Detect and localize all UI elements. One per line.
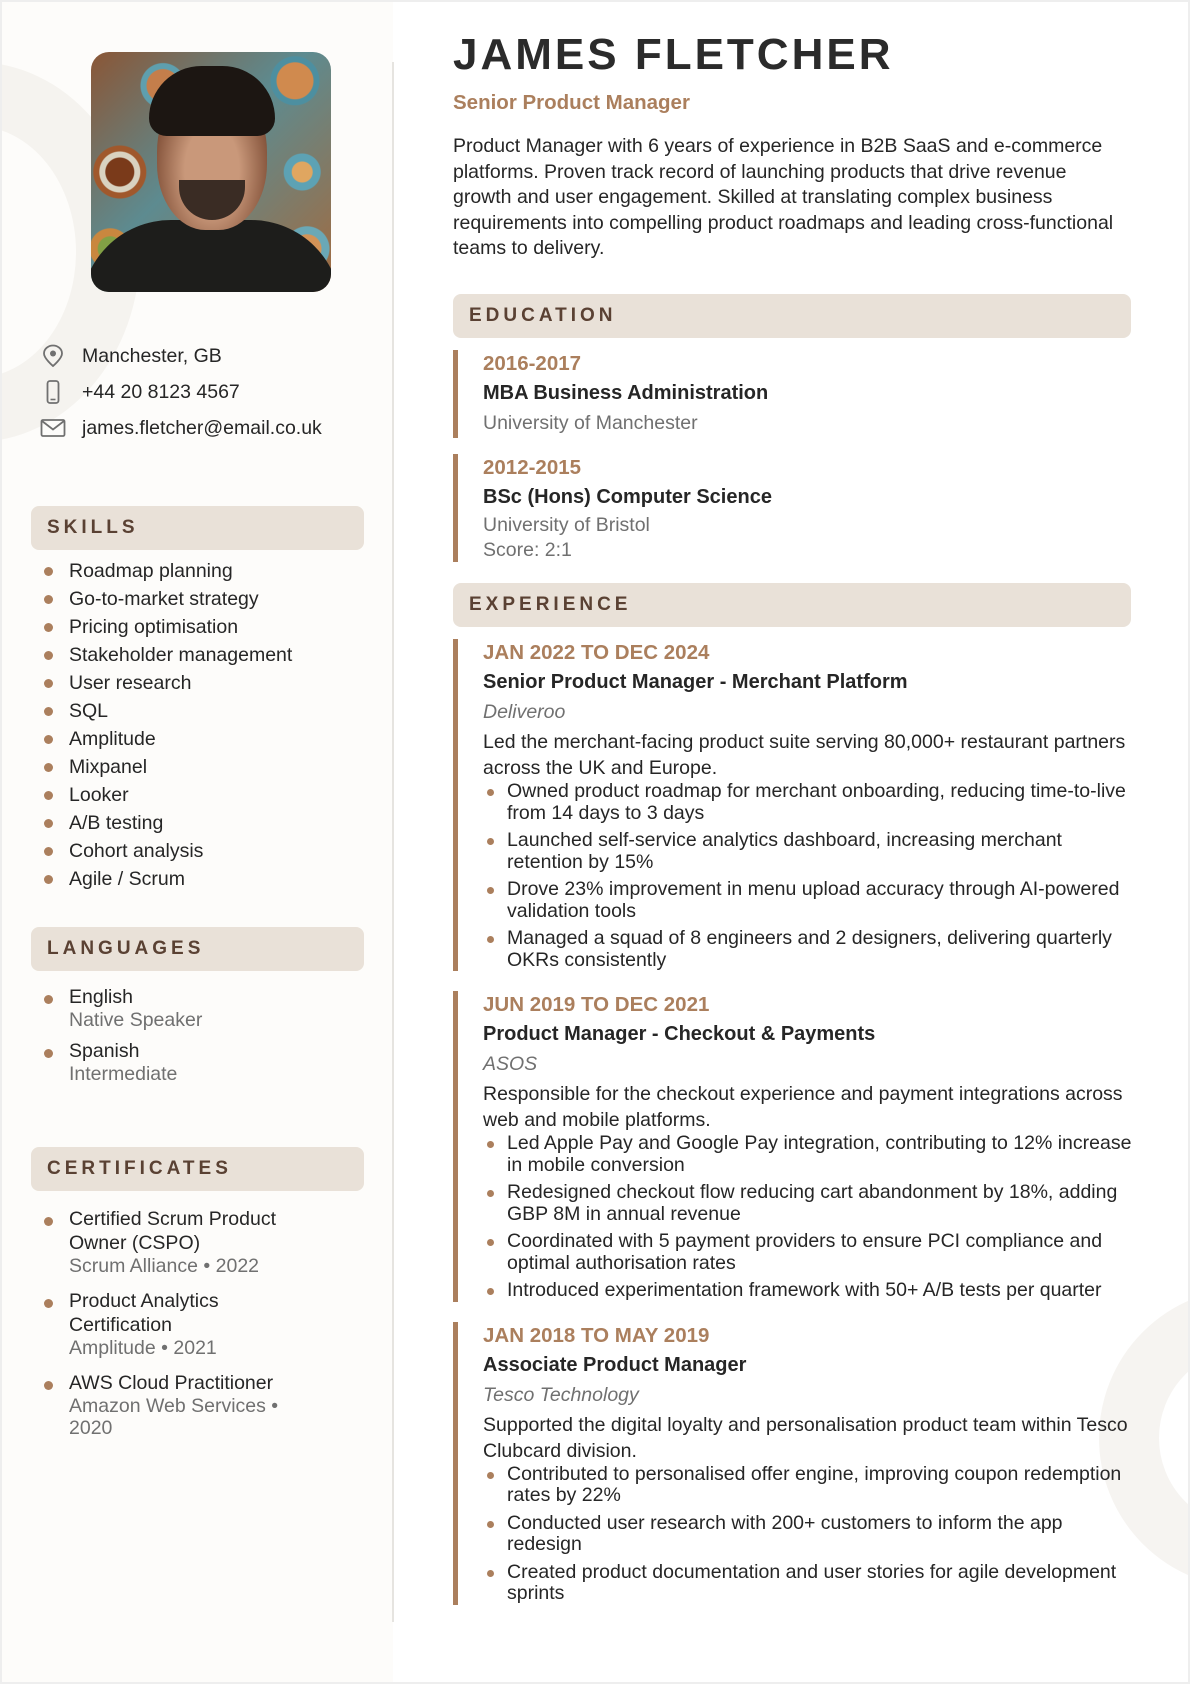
language-name: English	[69, 986, 133, 1008]
mail-icon	[40, 415, 66, 441]
sidebar	[0, 0, 393, 1684]
experience-section	[453, 583, 1133, 1605]
skill-item: Mixpanel	[43, 753, 364, 781]
experience-dates: JAN 2018 TO MAY 2019	[483, 1323, 710, 1347]
education-school: University of Bristol	[483, 514, 650, 536]
achievement-item: Coordinated with 5 payment providers to ensure PCI compliance and optimal authorisation rates	[483, 1231, 1133, 1274]
education-degree: MBA Business Administration	[483, 382, 769, 404]
experience-entry	[453, 991, 1133, 1302]
language-level: Native Speaker	[69, 1009, 203, 1031]
experience-company: ASOS	[483, 1053, 538, 1075]
certificate-meta: Scrum Alliance • 2022	[69, 1255, 260, 1277]
skill-item: Amplitude	[43, 725, 364, 753]
skill-item: Cohort analysis	[43, 837, 364, 865]
education-entry	[453, 350, 1131, 438]
achievement-item: Managed a squad of 8 engineers and 2 designers, delivering quarterly OKRs consistently	[483, 928, 1133, 971]
skills-section	[31, 506, 364, 893]
certificate-name: Certified Scrum Product Owner (CSPO)	[69, 1208, 276, 1254]
languages-heading: LANGUAGES	[31, 927, 364, 971]
experience-description: Responsible for the checkout experience and payment integrations across web and mobile platforms.	[483, 1083, 1123, 1131]
certificate-item	[43, 1289, 283, 1359]
education-dates: 2016-2017	[483, 352, 582, 375]
education-score: Score: 2:1	[483, 539, 572, 561]
experience-bullets	[483, 781, 1133, 971]
languages-section	[31, 927, 364, 1093]
achievement-item: Led Apple Pay and Google Pay integration, contributing to 12% increase in mobile conversion	[483, 1133, 1133, 1176]
skill-item: A/B testing	[43, 809, 364, 837]
phone-text[interactable]: +44 20 8123 4567	[82, 380, 240, 403]
contact-phone[interactable]	[40, 374, 322, 410]
email-link[interactable]: james.fletcher@email.co.uk	[82, 416, 322, 439]
certificate-item	[43, 1371, 318, 1439]
skills-heading: SKILLS	[31, 506, 364, 550]
skills-list	[31, 557, 364, 893]
experience-company: Tesco Technology	[483, 1383, 639, 1406]
phone-icon	[40, 379, 66, 405]
certificate-name: AWS Cloud Practitioner	[69, 1372, 274, 1394]
skill-item: Pricing optimisation	[43, 613, 364, 641]
experience-dates: JAN 2022 TO DEC 2024	[483, 641, 710, 664]
language-name: Spanish	[69, 1040, 140, 1062]
experience-description: Led the merchant-facing product suite serving 80,000+ restaurant partners across the UK and Europe.	[483, 731, 1126, 779]
certificates-section	[31, 1147, 364, 1451]
language-item	[43, 985, 364, 1031]
education-school: University of Manchester	[483, 412, 698, 434]
education-heading: EDUCATION	[453, 294, 1131, 338]
experience-heading: EXPERIENCE	[453, 583, 1131, 627]
experience-company: Deliveroo	[483, 701, 566, 723]
achievement-item: Drove 23% improvement in menu upload accuracy through AI-powered validation tools	[483, 879, 1133, 922]
experience-entry	[453, 639, 1133, 971]
contact-email[interactable]	[40, 410, 322, 446]
education-dates: 2012-2015	[483, 456, 582, 479]
achievement-item: Contributed to personalised offer engine, improving coupon redemption rates by 22%	[483, 1464, 1133, 1507]
experience-role: Associate Product Manager	[483, 1353, 747, 1376]
skill-item: Looker	[43, 781, 364, 809]
experience-bullets	[483, 1133, 1133, 1302]
skill-item: SQL	[43, 697, 364, 725]
certificates-list	[31, 1207, 364, 1439]
location-text: Manchester, GB	[82, 344, 222, 367]
language-item	[43, 1039, 364, 1085]
profile-summary: Product Manager with 6 years of experience in B2B SaaS and e-commerce platforms. Proven track record of launching products that drive revenue growth and user engagement. Skilled at translating complex business requirements into compelling product roadmaps and leading cross-functional teams to delivery.	[453, 135, 1114, 260]
experience-entry	[453, 1322, 1133, 1605]
achievement-item: Conducted user research with 200+ customers to inform the app redesign	[483, 1513, 1133, 1556]
certificate-name: Product Analytics Certification	[69, 1290, 219, 1336]
achievement-item: Launched self-service analytics dashboard, increasing merchant retention by 15%	[483, 830, 1133, 873]
skill-item: Go-to-market strategy	[43, 585, 364, 613]
education-degree: BSc (Hons) Computer Science	[483, 486, 772, 508]
experience-dates: JUN 2019 TO DEC 2021	[483, 993, 710, 1016]
experience-description: Supported the digital loyalty and personalisation product team within Tesco Clubcard division.	[483, 1413, 1128, 1462]
achievement-item: Created product documentation and user stories for agile development sprints	[483, 1562, 1133, 1605]
skill-item: Roadmap planning	[43, 557, 364, 585]
education-section	[453, 294, 1131, 562]
education-list	[453, 350, 1131, 562]
certificate-meta: Amazon Web Services • 2020	[69, 1395, 279, 1439]
contact-location	[40, 338, 322, 374]
achievement-item: Redesigned checkout flow reducing cart abandonment by 18%, adding GBP 8M in annual revenue	[483, 1182, 1133, 1225]
achievement-item: Introduced experimentation framework with 50+ A/B tests per quarter	[483, 1280, 1133, 1302]
profile-photo	[91, 52, 331, 292]
candidate-name: JAMES FLETCHER	[453, 30, 894, 79]
certificates-heading: CERTIFICATES	[31, 1147, 364, 1191]
column-divider	[392, 62, 394, 1622]
language-level: Intermediate	[69, 1063, 178, 1085]
contact-list	[40, 338, 322, 446]
location-pin-icon	[40, 343, 66, 369]
achievement-item: Owned product roadmap for merchant onboarding, reducing time-to-live from 14 days to 3 days	[483, 781, 1133, 824]
education-entry	[453, 454, 1131, 562]
experience-bullets	[483, 1464, 1133, 1605]
experience-list	[453, 639, 1133, 1605]
experience-role: Senior Product Manager - Merchant Platform	[483, 671, 908, 693]
languages-list	[31, 985, 364, 1085]
experience-role: Product Manager - Checkout & Payments	[483, 1023, 876, 1045]
certificate-item	[43, 1207, 313, 1277]
skill-item: Agile / Scrum	[43, 865, 364, 893]
skill-item: Stakeholder management	[43, 641, 364, 669]
skill-item: User research	[43, 669, 364, 697]
certificate-meta: Amplitude • 2021	[69, 1337, 217, 1359]
job-title: Senior Product Manager	[453, 91, 690, 114]
